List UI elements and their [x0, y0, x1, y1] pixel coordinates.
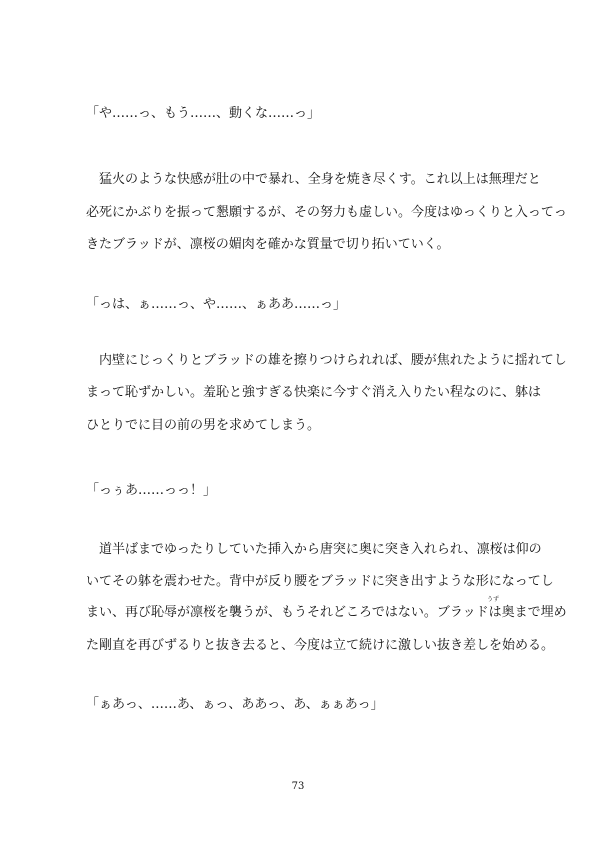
text-line: きたブラッドが、凛桜の媚肉を確かな質量で切り拓いていく。	[86, 237, 450, 252]
text-line: 「っぅあ……っっ！」	[86, 483, 217, 498]
text-line: 必死にかぶりを振って懇願するが、その努力も虚しい。今度はゆっくりと入ってっ	[86, 205, 567, 220]
text-line: 「っは、ぁ……っ、や……、ぁああ……っ」	[86, 297, 347, 312]
text-line: まい、再び恥辱が凛桜を襲うが、もうそれどころではない。ブラッドは奥まで埋め	[86, 605, 567, 620]
ruby-annotation: うず	[487, 596, 500, 603]
text-line: 「や……っ、もう……、動くな……っ」	[86, 106, 321, 121]
text-line: ひとりでに目の前の男を求めてしまう。	[86, 418, 321, 433]
text-line: 内壁にじっくりとブラッドの雄を擦りつけられれば、腰が焦れたように揺れてし	[86, 353, 567, 368]
text-line: 道半ばまでゆったりしていた挿入から唐突に奥に突き入れられ、凛桜は仰の	[86, 542, 542, 557]
text-line: まって恥ずかしい。羞恥と強すぎる快楽に今すぐ消え入りたい程なのに、躰は	[86, 385, 542, 400]
text-line: いてその躰を震わせた。背中が反り腰をブラッドに突き出すような形になってし	[86, 574, 554, 589]
page-number: 73	[291, 781, 305, 792]
text-line: た剛直を再びずるりと抜き去ると、今度は立て続けに激しい抜き差しを始める。	[86, 638, 555, 653]
text-line: 猛火のような快感が肚の中で暴れ、全身を焼き尽くす。これ以上は無理だと	[86, 172, 541, 187]
text-line: 「ぁあっ、……あ、ぁっ、ああっ、あ、ぁぁあっ」	[86, 697, 384, 712]
